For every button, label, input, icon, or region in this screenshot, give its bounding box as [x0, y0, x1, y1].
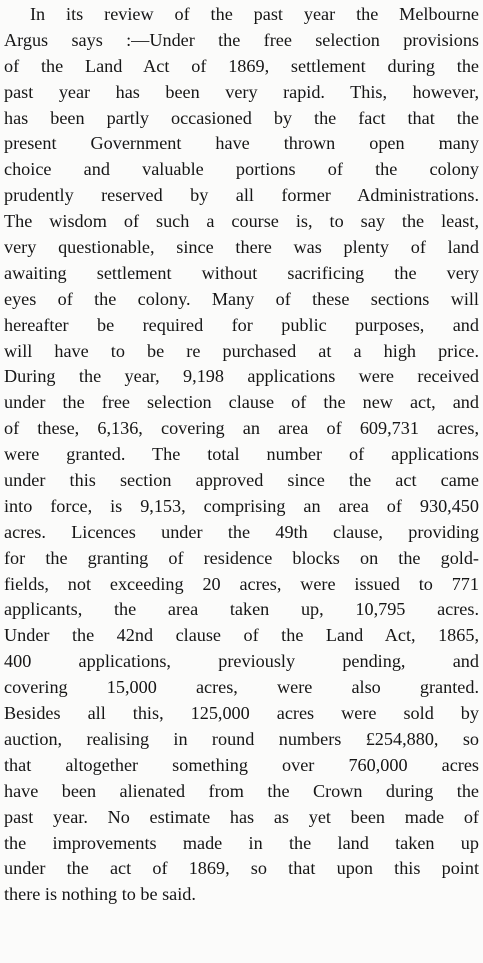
text-line: 400 applications, previously pending, and: [4, 651, 479, 672]
text-line: the improvements made in the land taken up: [4, 832, 479, 853]
text-line: very questionable, since there was plenty of land: [4, 237, 479, 258]
text-line: Argus says :—Under the free selection provisions: [4, 29, 479, 50]
text-line: were granted. The total number of applications: [4, 444, 479, 465]
text-line: choice and valuable portions of the colony: [4, 159, 479, 180]
text-line: fields, not exceeding 20 acres, were issued to 771: [4, 573, 479, 594]
text-line: awaiting settlement without sacrificing the very: [4, 262, 479, 283]
text-line: present Government have thrown open many: [4, 133, 479, 154]
text-line: applicants, the area taken up, 10,795 acres.: [4, 599, 479, 620]
text-line: The wisdom of such a course is, to say the least,: [4, 211, 479, 232]
text-line: In its review of the past year the Melbourne: [30, 4, 479, 24]
text-line: into force, is 9,153, comprising an area of 930,450: [4, 495, 479, 516]
text-line: Under the 42nd clause of the Land Act, 1865,: [4, 625, 479, 646]
text-line: covering 15,000 acres, were also granted.: [4, 677, 479, 698]
text-line: there is nothing to be said.: [4, 884, 196, 905]
text-line: under this section approved since the act came: [4, 470, 479, 491]
text-line: hereafter be required for public purposes, and: [4, 314, 479, 335]
text-line: has been partly occasioned by the fact that the: [4, 107, 479, 128]
text-line: past year has been very rapid. This, however,: [4, 81, 479, 102]
text-line: acres. Licences under the 49th clause, providing: [4, 521, 479, 542]
text-line: of the Land Act of 1869, settlement during the: [4, 55, 479, 76]
text-line: under the free selection clause of the new act, and: [4, 392, 479, 413]
text-line: auction, realising in round numbers £254,880, so: [4, 728, 479, 749]
text-line: will have to be re purchased at a high price.: [4, 340, 479, 361]
text-line: of these, 6,136, covering an area of 609,731 acres,: [4, 418, 479, 439]
text-line: prudently reserved by all former Administrations.: [4, 185, 479, 206]
text-line: for the granting of residence blocks on the gold-: [4, 547, 479, 568]
text-line: under the act of 1869, so that upon this point: [4, 858, 479, 879]
text-line: past year. No estimate has as yet been made of: [4, 806, 479, 827]
text-line: During the year, 9,198 applications were received: [4, 366, 479, 387]
text-line: Besides all this, 125,000 acres were sold by: [4, 703, 479, 724]
text-line: that altogether something over 760,000 acres: [4, 754, 479, 775]
text-line: eyes of the colony. Many of these sections will: [4, 288, 479, 309]
text-line: have been alienated from the Crown during the: [4, 780, 479, 801]
